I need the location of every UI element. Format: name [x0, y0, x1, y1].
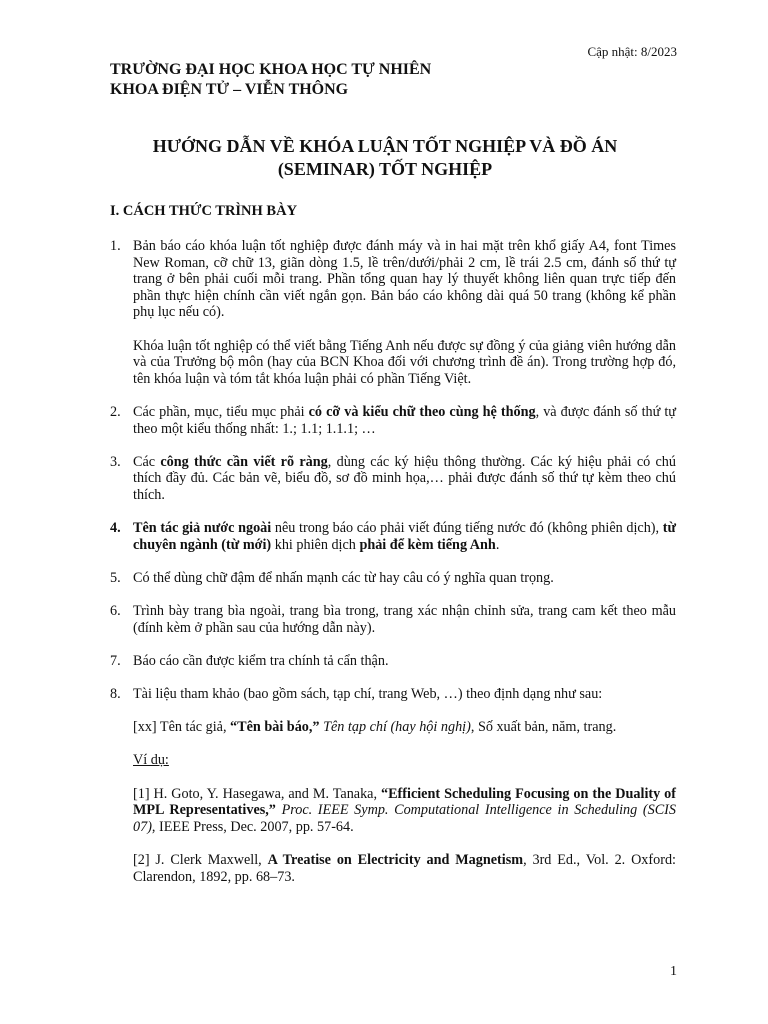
update-date: Cập nhật: 8/2023	[587, 44, 677, 59]
list-item	[110, 454, 676, 504]
text-run: , dùng các ký hiệu thông thường. Các ký hiệu phải có chú thích đầy đủ. Các bản vẽ, biểu đồ, sơ đồ minh họa,… phải được đánh số thứ tự kèm theo chú thích.	[133, 453, 676, 503]
faculty-name: KHOA ĐIỆN TỬ – VIỄN THÔNG	[110, 81, 349, 98]
item-number: 2.	[110, 403, 121, 420]
list-item	[110, 603, 676, 636]
list-item	[110, 686, 676, 885]
text-run: , và được đánh số thứ tự theo một kiểu thống nhất: 1.; 1.1; 1.1.1; …	[133, 403, 676, 437]
document-title	[90, 135, 680, 181]
example-label: Ví dụ:	[133, 752, 169, 769]
bold-text-run: có cỡ và kiểu chữ theo cùng hệ thống	[308, 403, 536, 420]
page-number: 1	[670, 964, 677, 979]
item-paragraph: Tài liệu tham khảo (bao gồm sách, tạp chí, trang Web, …) theo định dạng như sau:	[133, 686, 603, 703]
item-paragraph: Có thể dùng chữ đậm để nhấn mạnh các từ hay câu có ý nghĩa quan trọng.	[133, 569, 554, 586]
text-run: [2] J. Clerk Maxwell,	[133, 851, 268, 868]
list-item	[110, 520, 676, 553]
item-paragraph: Báo cáo cần được kiểm tra chính tả cẩn thận.	[133, 652, 389, 669]
reference-format	[133, 719, 676, 736]
text-run: [1] H. Goto, Y. Hasegawa, and M. Tanaka,	[133, 785, 381, 802]
bold-text-run: Tên tác giả nước ngoài	[133, 520, 272, 537]
text-run: khi phiên dịch	[271, 536, 360, 553]
list-item	[110, 404, 676, 437]
text-run: Các	[133, 453, 161, 470]
item-number: 4.	[110, 520, 121, 537]
item-number: 3.	[110, 453, 121, 470]
item-paragraph: Bản báo cáo khóa luận tốt nghiệp được đánh máy và in hai mặt trên khổ giấy A4, font Times New Roman, cỡ chữ 13, giãn dòng 1.5, lề trên/dưới/phải 2 cm, lề trái 2.5 cm, đánh số thứ tự trang ở bên phải cuối mỗi trang. Phần tổng quan hay lý thuyết không liên quan trực tiếp đến phần thực hiện chính cần viết ngắn gọn. Bản báo cáo không dài quá 50 trang (không kể phần phụ lục nếu có).	[133, 238, 676, 321]
bold-text-run: từ chuyên ngành (từ mới)	[133, 520, 676, 553]
text-run: , Số xuất bản, năm, trang.	[470, 719, 617, 736]
text-run: nêu trong báo cáo phải viết đúng tiếng nước đó (không phiên dịch),	[271, 520, 663, 537]
text-run: [xx] Tên tác giả,	[133, 719, 231, 736]
bold-text-run: “Tên bài báo,”	[230, 719, 320, 736]
guideline-list	[110, 238, 676, 902]
title-line-2: (SEMINAR) TỐT NGHIỆP	[277, 159, 493, 179]
institution-header	[110, 60, 431, 100]
bold-text-run: “Efficient Scheduling Focusing on the Duality of MPL Representatives,”	[133, 785, 676, 819]
item-number: 6.	[110, 603, 121, 620]
list-item	[110, 238, 676, 387]
title-line-1: HƯỚNG DẪN VỀ KHÓA LUẬN TỐT NGHIỆP VÀ ĐỒ ÁN	[152, 136, 618, 156]
text-run: , IEEE Press, Dec. 2007, pp. 57-64.	[151, 818, 354, 835]
text-run: Các phần, mục, tiểu mục phải	[133, 403, 309, 420]
item-paragraph	[133, 520, 676, 553]
university-name: TRƯỜNG ĐẠI HỌC KHOA HỌC TỰ NHIÊN	[110, 61, 432, 78]
list-item	[110, 570, 676, 587]
bold-text-run: công thức cần viết rõ ràng	[160, 453, 328, 470]
item-paragraph: Khóa luận tốt nghiệp có thể viết bằng Tiếng Anh nếu được sự đồng ý của giảng viên hướng dẫn và của Trưởng bộ môn (hay của BCN Khoa đối với chương trình đề án). Trong trường hợp đó, tên khóa luận và tóm tắt khóa luận phải có phần Tiếng Việt.	[133, 337, 676, 387]
reference-example	[133, 852, 676, 885]
italic-text-run: Proc. IEEE Symp. Computational Intelligence in Scheduling (SCIS 07)	[133, 802, 676, 835]
item-number: 5.	[110, 569, 121, 586]
item-number: 1.	[110, 238, 121, 254]
list-item	[110, 653, 676, 670]
item-number: 8.	[110, 686, 121, 703]
text-run: , 3rd Ed., Vol. 2. Oxford: Clarendon, 1892, pp. 68–73.	[133, 851, 676, 885]
bold-text-run: phải để kèm tiếng Anh	[359, 536, 496, 553]
item-number: 7.	[110, 652, 121, 669]
item-paragraph	[133, 454, 676, 504]
item-paragraph	[133, 404, 676, 437]
reference-example	[133, 786, 676, 836]
text-run: .	[495, 536, 500, 553]
item-paragraph: Trình bày trang bìa ngoài, trang bìa trong, trang xác nhận chỉnh sửa, trang cam kết theo mẫu (đính kèm ở phần sau của hướng dẫn này).	[133, 603, 676, 636]
section-heading: I. CÁCH THỨC TRÌNH BÀY	[110, 203, 298, 219]
italic-text-run: Tên tạp chí (hay hội nghị)	[323, 719, 471, 736]
bold-text-run: A Treatise on Electricity and Magnetism	[267, 851, 524, 868]
